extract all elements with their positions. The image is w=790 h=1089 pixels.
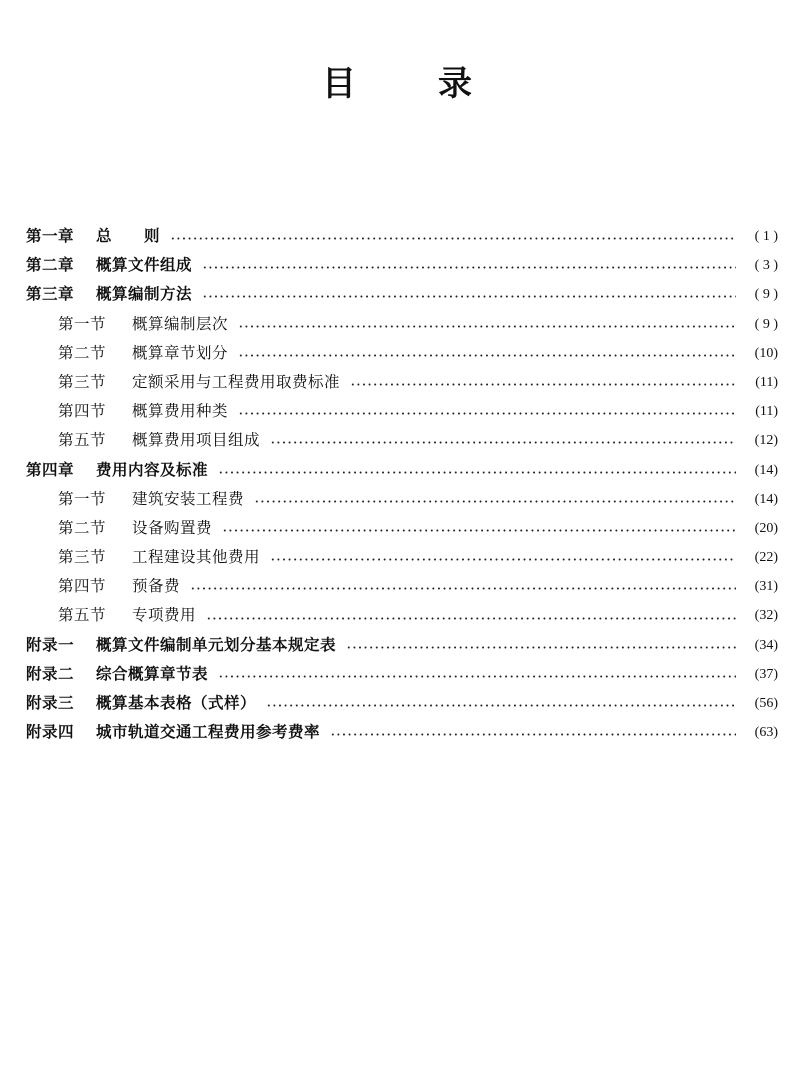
toc-entry-appendix-4[interactable] (26, 718, 778, 747)
toc-entry-title: 建筑安装工程费 (132, 489, 245, 508)
toc-entry-title: 定额采用与工程费用取费标准 (132, 372, 341, 391)
toc-entry-number: 第四节 (58, 577, 107, 596)
toc-entry-title: 概算费用项目组成 (132, 431, 261, 450)
toc-dot-leader (238, 354, 736, 357)
toc-entry-title: 概算编制方法 (96, 285, 193, 304)
toc-entry-number: 附录一 (26, 635, 75, 654)
toc-entry-page: (14) (754, 462, 778, 478)
toc-entry-number: 第三节 (58, 372, 107, 391)
toc-dot-leader (330, 733, 736, 736)
toc-dot-leader (218, 675, 736, 678)
toc-entry-page: (31) (754, 579, 778, 595)
toc-entry-section-4-3[interactable] (26, 543, 778, 572)
toc-entry-number: 附录三 (26, 694, 75, 712)
toc-dot-leader (350, 383, 736, 386)
toc-entry-page: (56) (754, 696, 778, 711)
toc-entry-page: ( 1 ) (754, 229, 778, 244)
toc-entry-page: (63) (754, 725, 778, 741)
toc-entry-title: 总 则 (96, 227, 161, 245)
toc-entry-page: (12) (754, 433, 778, 449)
toc-entry-number: 第三章 (26, 285, 75, 304)
toc-entry-page: (10) (754, 345, 778, 361)
toc-entry-page: (11) (755, 404, 778, 420)
toc-entry-page: (11) (755, 374, 778, 390)
toc-entry-page: ( 9 ) (754, 287, 778, 303)
toc-entry-number: 第二节 (58, 343, 107, 362)
toc-dot-leader (202, 266, 736, 269)
toc-entry-section-4-5[interactable] (26, 601, 778, 630)
toc-entry-page: (34) (754, 637, 778, 653)
toc-dot-leader (270, 558, 736, 561)
toc-entry-title: 综合概算章节表 (96, 664, 209, 683)
toc-entry-number: 第三节 (58, 548, 107, 567)
toc-entry-appendix-2[interactable] (26, 660, 778, 689)
toc-dot-leader (202, 295, 736, 298)
toc-dot-leader (254, 500, 736, 503)
toc-entry-section-4-4[interactable] (26, 572, 778, 601)
toc-entry-title: 概算章节划分 (132, 343, 229, 362)
toc-dot-leader (238, 412, 736, 415)
toc-entry-number: 第一节 (58, 314, 107, 333)
toc-entry-page: (20) (754, 520, 778, 536)
page-title-char-2: 录 (438, 64, 474, 104)
toc-entry-page: ( 3 ) (754, 258, 778, 274)
toc-dot-leader (206, 617, 736, 620)
toc-entry-title: 工程建设其他费用 (132, 548, 261, 567)
toc-entry-number: 第四节 (58, 402, 107, 421)
toc-dot-leader (170, 237, 736, 240)
page-title-char-1: 目 (322, 64, 358, 104)
toc-entry-section-3-1[interactable] (26, 310, 778, 339)
toc-entry-title: 预备费 (132, 577, 181, 596)
toc-entry-title: 设备购置费 (132, 518, 213, 537)
toc-entry-number: 第二节 (58, 518, 107, 537)
toc-entry-title: 概算基本表格（式样） (96, 694, 257, 712)
toc-entry-number: 第一节 (58, 489, 107, 508)
toc-entry-page: (32) (754, 608, 778, 624)
toc-entry-page: (37) (754, 666, 778, 682)
toc-entry-section-3-2[interactable] (26, 339, 778, 368)
toc-entry-section-4-2[interactable] (26, 514, 778, 543)
toc-dot-leader (218, 471, 736, 474)
toc-dot-leader (222, 529, 736, 532)
toc-entry-number: 第五节 (58, 431, 107, 450)
toc-entry-section-3-3[interactable] (26, 368, 778, 397)
toc-entry-appendix-3[interactable] (26, 689, 778, 718)
toc-entry-chapter-1[interactable] (26, 222, 778, 251)
toc-entry-page: (22) (754, 550, 778, 566)
toc-dot-leader (266, 704, 736, 707)
table-of-contents (26, 222, 778, 747)
toc-entry-section-3-5[interactable] (26, 426, 778, 455)
toc-entry-chapter-2[interactable] (26, 251, 778, 280)
toc-entry-title: 概算文件组成 (96, 256, 193, 275)
toc-entry-number: 附录四 (26, 723, 75, 742)
toc-entry-title: 概算费用种类 (132, 402, 229, 421)
toc-dot-leader (346, 646, 736, 649)
toc-entry-page: (14) (754, 491, 778, 507)
toc-dot-leader (238, 325, 736, 328)
toc-entry-title: 概算文件编制单元划分基本规定表 (96, 635, 337, 654)
toc-entry-title: 费用内容及标准 (96, 460, 209, 479)
toc-entry-number: 第一章 (26, 227, 75, 245)
toc-entry-section-4-1[interactable] (26, 485, 778, 514)
toc-entry-title: 概算编制层次 (132, 314, 229, 333)
toc-entry-number: 第五节 (58, 606, 107, 625)
toc-entry-number: 附录二 (26, 664, 75, 683)
toc-entry-title: 专项费用 (132, 606, 197, 625)
toc-entry-page: ( 9 ) (754, 316, 778, 332)
toc-entry-section-3-4[interactable] (26, 397, 778, 426)
toc-entry-chapter-3[interactable] (26, 280, 778, 309)
toc-dot-leader (190, 587, 736, 590)
toc-entry-title: 城市轨道交通工程费用参考费率 (96, 723, 321, 742)
toc-entry-number: 第四章 (26, 460, 75, 479)
toc-entry-number: 第二章 (26, 256, 75, 275)
toc-dot-leader (270, 441, 736, 444)
toc-entry-appendix-1[interactable] (26, 631, 778, 660)
toc-entry-chapter-4[interactable] (26, 456, 778, 485)
